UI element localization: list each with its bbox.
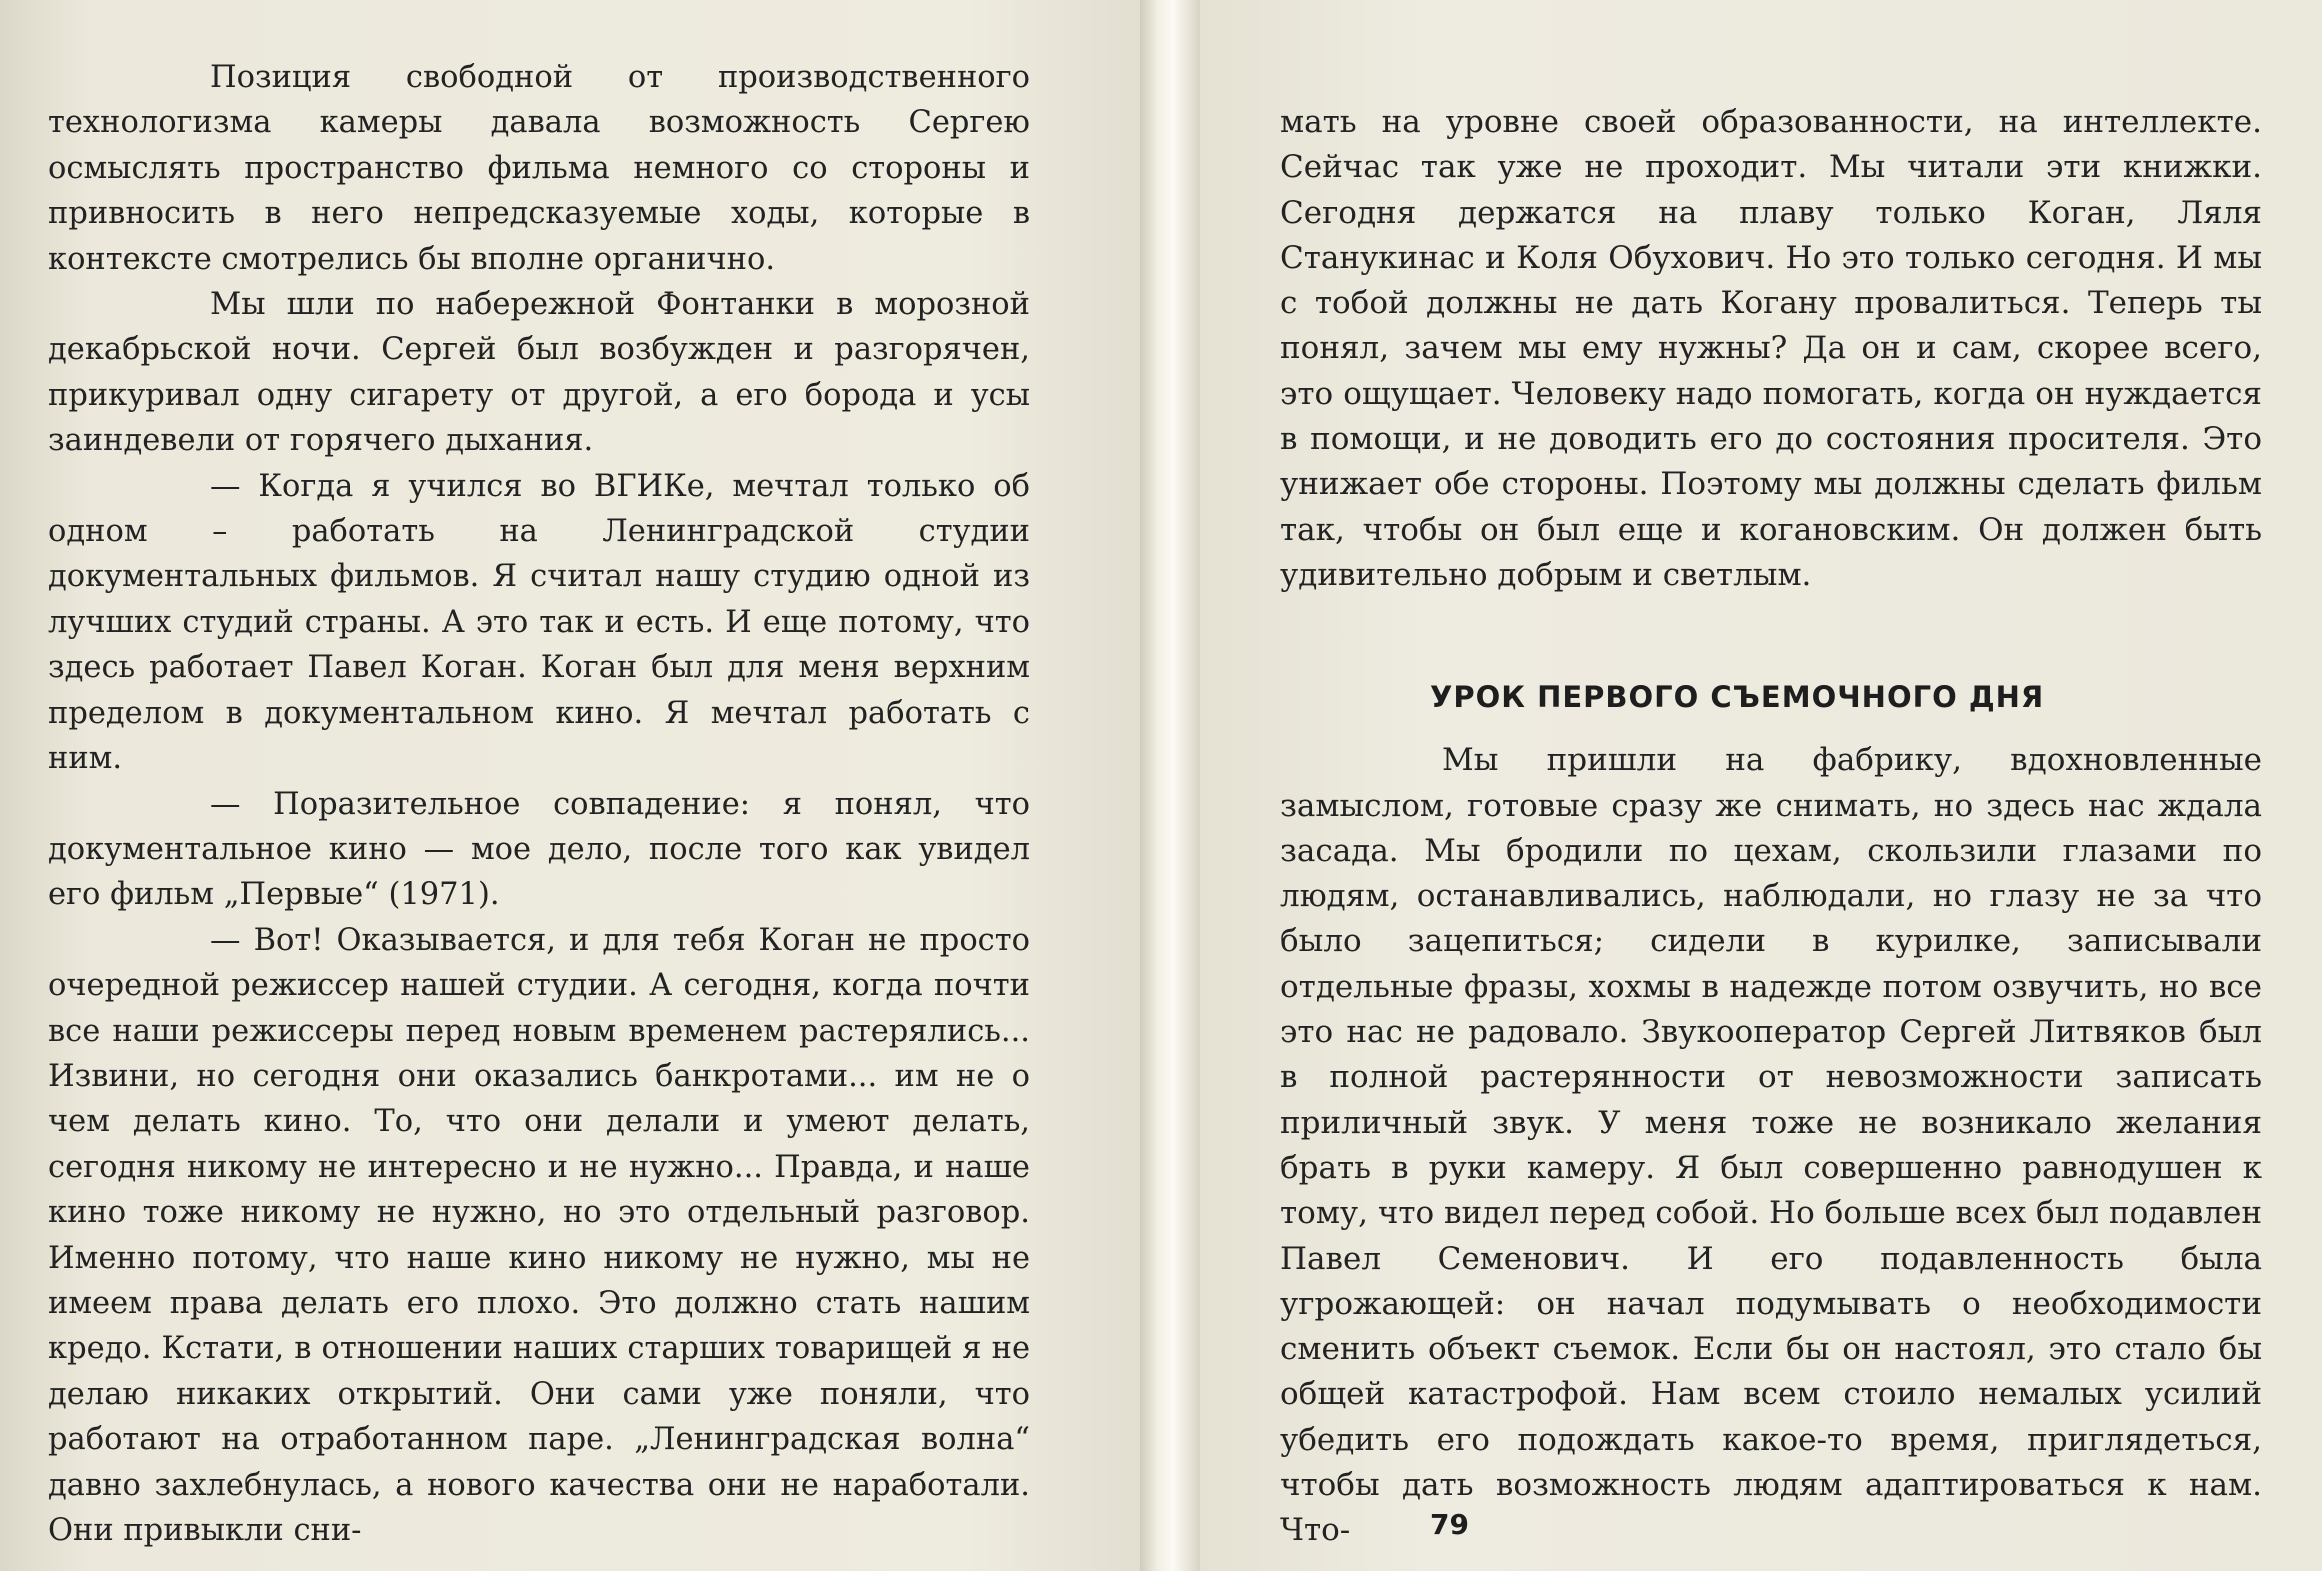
left-paragraph-3: — Когда я учился во ВГИКе, мечтал только об одном – работать на Ленинградской студии документальных фильмов. Я считал нашу студию одной из лучших студий страны. А это так и есть. И еще потому, что здесь работает Павел Коган. Коган был для меня верхним пределом в документальном кино. Я мечтал работать с ним. [48,468,1030,777]
left-paragraph-1: Позиция свободной от производственного технологизма камеры давала возможность Сергею осмыслять пространство фильма немного со стороны и привносить в него непредсказуемые ходы, которые в контексте смотрелись бы вполне органично. [48,60,1030,277]
left-paragraph-2: Мы шли по набережной Фонтанки в морозной декабрьской ночи. Сергей был возбужден и разгорячен, прикуривал одну сигарету от другой, а его борода и усы заиндевели от горячего дыхания. [48,287,1030,459]
right-paragraph-1: мать на уровне своей образованности, на интеллекте. Сейчас так уже не проходит. Мы читали эти книжки. Сегодня держатся на плаву только Коган, Ляля Станукинас и Коля Обухович. Но это только сегодня. И мы с тобой должны не дать Когану провалиться. Теперь ты понял, зачем мы ему нужны? Да он и сам, скорее всего, это ощущает. Человеку надо помогать, когда он нуждается в помощи, и не доводить его до состояния просителя. Это унижает обе стороны. Поэтому мы должны сделать фильм так, чтобы он был еще и когановским. Он должен быть удивительно добрым и светлым. [1280,104,2262,593]
right-page [1200,0,2322,1571]
left-paragraph-5: — Вот! Оказывается, и для тебя Коган не просто очередной режиссер нашей студии. А сегодня, когда почти все наши режиссеры перед новым временем растерялись... Извини, но сегодня они оказались банкротами... им не о чем делать кино. То, что они делали и умеют делать, сегодня никому не интересно и не нужно... Правда, и наше кино тоже никому не нужно, но это отдельный разговор. Именно потому, что наше кино никому не нужно, мы не имеем права делать его плохо. Это должно стать нашим кредо. Кстати, в отношении наших старших товарищей я не делаю никаких открытий. Они сами уже поняли, что работают на отработанном паре. „Ленинградская волна“ давно захлебнулась, а нового качества они не наработали. Они привыкли сни- [48,922,1030,1548]
book-gutter [1140,0,1200,1571]
left-paragraph-4: — Поразительное совпадение: я понял, что документальное кино — мое дело, после того как увидел его фильм „Первые“ (1971). [48,786,1030,913]
left-page [0,0,1140,1571]
right-paragraph-2: Мы пришли на фабрику, вдохновленные замыслом, готовые сразу же снимать, но здесь нас ждала засада. Мы бродили по цехам, скользили глазами по людям, останавливались, наблюдали, но глазу не за что было зацепиться; сидели в курилке, записывали отдельные фразы, хохмы в надежде потом озвучить, но все это нас не радовало. Звукооператор Сергей Литвяков был в полной растерянности от невозможности записать приличный звук. У меня тоже не возникало желания брать в руки камеру. Я был совершенно равнодушен к тому, что видел перед собой. Но больше всех был подавлен Павел Семенович. И его подавленность была угрожающей: он начал подумывать о необходимости сменить объект съемок. Если бы он настоял, это стало бы общей катастрофой. Нам всем стоило немалых усилий убедить его подождать какое-то время, приглядеться, чтобы дать возможность людям адаптироваться к нам. Что- [1280,742,2262,1549]
page-number: 79 [1430,1508,1469,1541]
section-title: УРОК ПЕРВОГО СЪЕМОЧНОГО ДНЯ [1430,680,2045,715]
